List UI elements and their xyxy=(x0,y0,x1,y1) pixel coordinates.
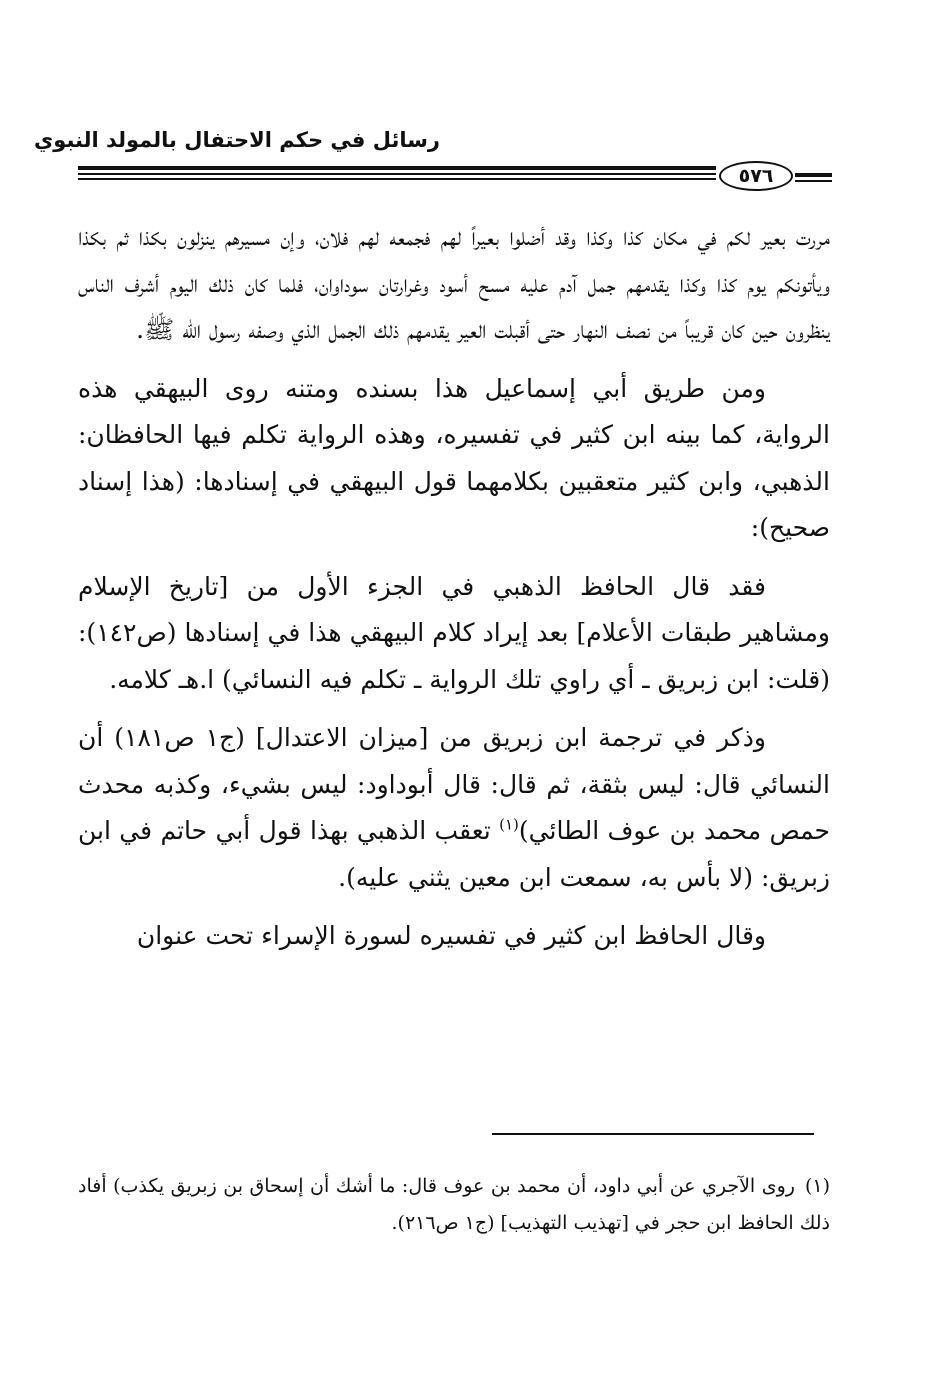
footnote-reference[interactable]: (١) xyxy=(499,815,519,834)
paragraph-3: فقد قال الحافظ الذهبي في الجزء الأول من [تاريخ الإسلام ومشاهير طبقات الأعلام] بعد إيراد كلام البيهقي هذا في إسنادها (ص١٤٢): (قلت: ابن زبريق ـ أي راوي تلك الرواية ـ تكلم فيه النسائي) ا.هـ كلامه. xyxy=(78,571,830,694)
header-rule-right xyxy=(795,173,832,177)
paragraph-4-text-a: وذكر في ترجمة ابن زبريق من [ميزان الاعتدال] (ج١ ص١٨١) أن النسائي قال: ليس بثقة، ثم قال: قال أبوداود: ليس بشيء، وكذبه محدث حمص محمد بن عوف الطائي) xyxy=(78,723,830,845)
paragraph-1: مررت بعير لكم في مكان كذا وكذا وقد أضلوا بعيراً لهم فجمعه لهم فلان، وإن مسيرهم ينزلون بكذا ثم بكذا ويأتونكم يوم كذا وكذا يقدمهم جمل آدم عليه مسح أسود وغرارتان سوداوان، فلما كان ذلك اليوم أشرف الناس ينظرون حين كان قريباً من نصف النهار حتى أقبلت العير يقدمهم ذلك الجمل الذي وصفه رسول الله ﷺ. xyxy=(78,222,830,344)
body-text xyxy=(78,214,830,972)
footnote-text: روى الآجري عن أبي داود، أن محمد بن عوف قال: ما أشك أن إسحاق بن زبريق يكذب) أفاد ذلك الحافظ ابن حجر في [تهذيب التهذيب] (ج١ ص٢١٦). xyxy=(78,1175,830,1234)
footnote xyxy=(78,1168,830,1242)
running-title: رسائل في حكم الاحتفال بالمولد النبوي xyxy=(34,128,440,152)
header-rule xyxy=(78,166,716,182)
paragraph-5: وقال الحافظ ابن كثير في تفسيره لسورة الإسراء تحت عنوان xyxy=(136,921,766,950)
footnote-separator xyxy=(492,1133,814,1135)
footnote-marker: (١) xyxy=(804,1175,830,1197)
paragraph-4 xyxy=(78,715,830,901)
paragraph-2: ومن طريق أبي إسماعيل هذا بسنده ومتنه روى البيهقي هذه الرواية، كما بينه ابن كثير في تفسيره، وهذه الرواية تكلم فيها الحافظان: الذهبي، وابن كثير متعقبين بكلامهما قول البيهقي في إسنادها: (هذا إسناد صحيح): xyxy=(78,373,830,542)
header-rule-right-thin xyxy=(795,180,832,182)
paragraph-4-text-b: تعقب الذهبي بهذا قول أبي حاتم في ابن زبريق: (لا بأس به، سمعت ابن معين يثني عليه). xyxy=(78,816,830,892)
page-number: ٥٧٦ xyxy=(719,161,793,191)
